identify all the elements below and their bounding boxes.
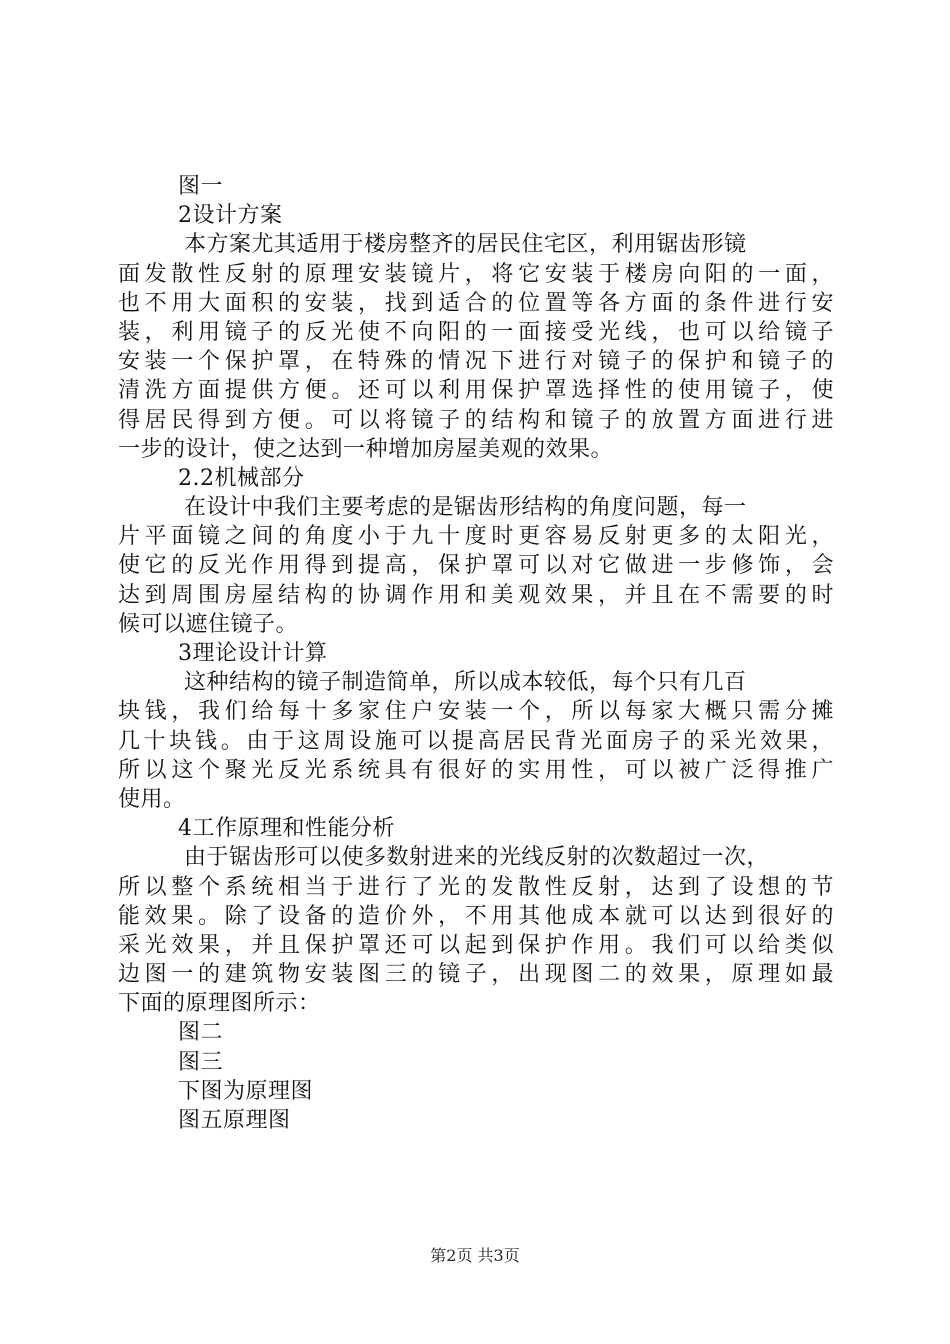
caption-figure-3: 图三 xyxy=(178,1049,224,1075)
document-body xyxy=(118,172,834,1135)
paragraph-line: 达到周围房屋结构的协调作用和美观效果，并且在不需要的时 xyxy=(118,582,834,608)
section-heading-4: 4工作原理和性能分析 xyxy=(178,816,395,842)
paragraph-line: 边图一的建筑物安装图三的镜子，出现图二的效果，原理如最 xyxy=(118,962,834,988)
paragraph-line: 本方案尤其适用于楼房整齐的居民住宅区，利用锯齿形镜 xyxy=(184,232,747,258)
paragraph-line: 面发散性反射的原理安装镜片，将它安装于楼房向阳的一面， xyxy=(118,261,834,287)
caption-figure-1: 图一 xyxy=(178,174,224,199)
paragraph-line: 使它的反光作用得到提高，保护罩可以对它做进一步修饰，会 xyxy=(118,553,834,579)
paragraph-line: 由于锯齿形可以使多数射进来的光线反射的次数超过一次， xyxy=(184,845,770,871)
paragraph-line: 装，利用镜子的反光使不向阳的一面接受光线，也可以给镜子 xyxy=(118,319,834,345)
paragraph-line: 片平面镜之间的角度小于九十度时更容易反射更多的太阳光， xyxy=(118,524,834,550)
paragraph-line: 安装一个保护罩，在特殊的情况下进行对镜子的保护和镜子的 xyxy=(118,349,834,375)
paragraph-line: 得居民得到方便。可以将镜子的结构和镜子的放置方面进行进 xyxy=(118,407,834,433)
paragraph-line: 候可以遮住镜子。 xyxy=(118,611,299,637)
caption-principle-intro: 下图为原理图 xyxy=(178,1078,314,1104)
paragraph-line: 使用。 xyxy=(118,786,186,812)
paragraph-line: 所以这个聚光反光系统具有很好的实用性，可以被广泛得推广 xyxy=(118,757,834,783)
page-footer xyxy=(0,1246,950,1266)
caption-figure-2: 图二 xyxy=(178,1020,224,1046)
paragraph-line: 采光效果，并且保护罩还可以起到保护作用。我们可以给类似 xyxy=(118,932,834,958)
paragraph-line: 也不用大面积的安装，找到适合的位置等各方面的条件进行安 xyxy=(118,290,834,316)
paragraph-line: 能效果。除了设备的造价外，不用其他成本就可以达到很好的 xyxy=(118,903,834,929)
section-heading-2: 2设计方案 xyxy=(178,203,283,229)
paragraph-line: 在设计中我们主要考虑的是锯齿形结构的角度问题，每一 xyxy=(184,495,747,521)
page-number: 第2页 共3页 xyxy=(430,1246,520,1265)
paragraph-line: 下面的原理图所示： xyxy=(118,991,321,1017)
caption-figure-5: 图五原理图 xyxy=(178,1108,291,1133)
paragraph-line: 一步的设计，使之达到一种增加房屋美观的效果。 xyxy=(118,436,614,462)
section-heading-3: 3理论设计计算 xyxy=(178,641,328,666)
paragraph-line: 块钱，我们给每十多家住户安装一个，所以每家大概只需分摊 xyxy=(118,699,834,725)
paragraph-line: 几十块钱。由于这周设施可以提高居民背光面房子的采光效果， xyxy=(118,728,834,754)
paragraph-line: 所以整个系统相当于进行了光的发散性反射，达到了设想的节 xyxy=(118,874,834,900)
section-heading-2-2: 2.2机械部分 xyxy=(178,465,305,491)
paragraph-line: 清洗方面提供方便。还可以利用保护罩选择性的使用镜子，使 xyxy=(118,378,834,404)
paragraph-line: 这种结构的镜子制造简单，所以成本较低，每个只有几百 xyxy=(184,670,747,696)
